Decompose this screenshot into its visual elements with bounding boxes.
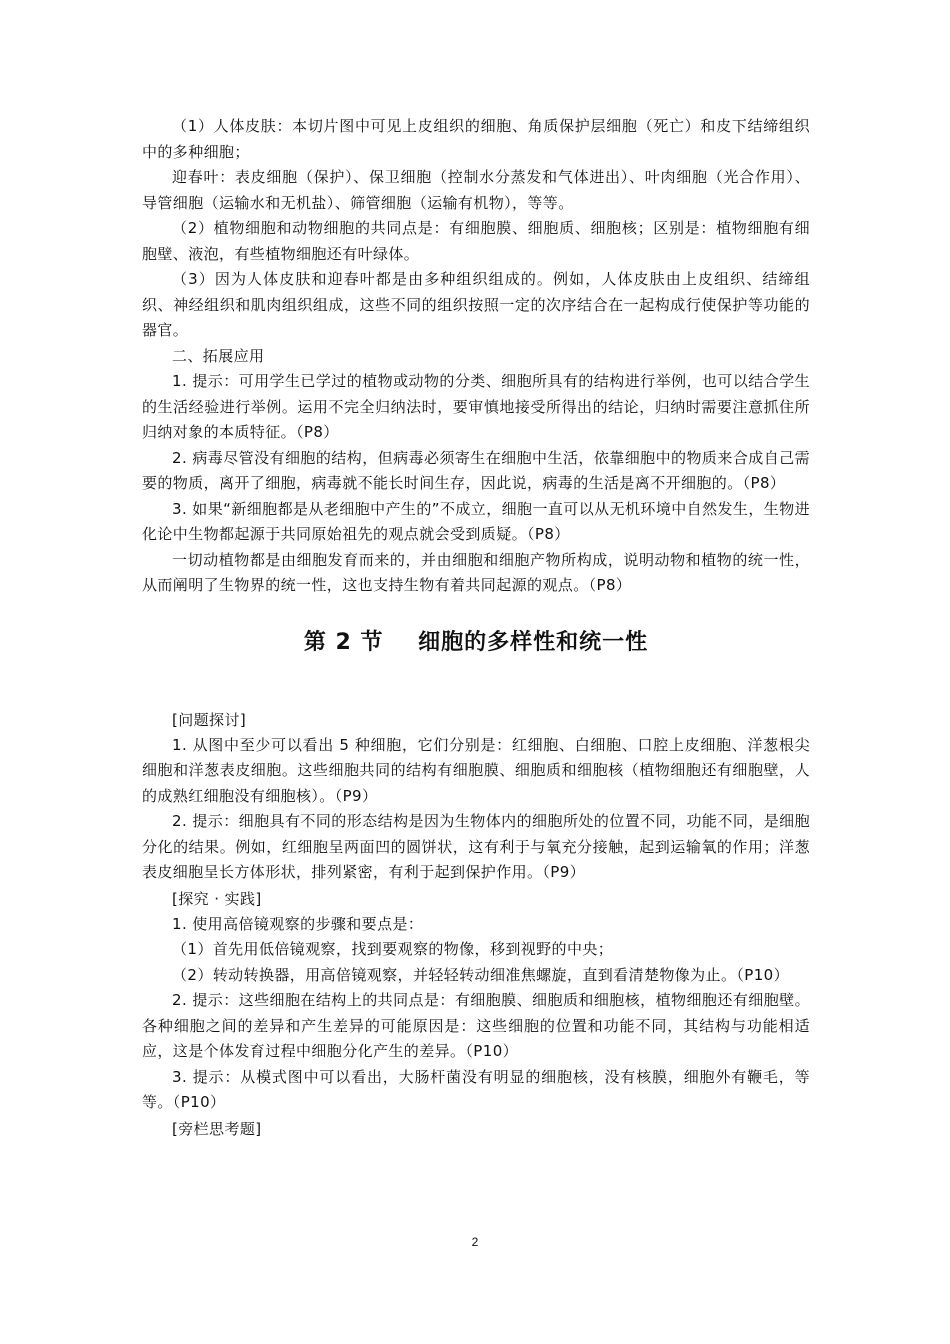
paragraph: 2. 提示：细胞具有不同的形态结构是因为生物体内的细胞所处的位置不同，功能不同，是细胞分化的结果。例如，红细胞呈两面凹的圆饼状，这有利于与氧充分接触，起到运输氧的作用；洋葱表皮细胞呈长方体形状，排列紧密，有利于起到保护作用。（P9）: [142, 812, 810, 881]
paragraph: （2）转动转换器，用高倍镜观察，并轻轻转动细准焦螺旋，直到看清楚物像为止。（P10）: [172, 965, 789, 984]
paragraph: （2）植物细胞和动物细胞的共同点是：有细胞膜、细胞质、细胞核；区别是：植物细胞有细胞壁、液泡，有些植物细胞还有叶绿体。: [142, 219, 810, 263]
section-title: 第 2 节 细胞的多样性和统一性: [303, 629, 649, 655]
paragraph: 3. 提示：从模式图中可以看出，大肠杆菌没有明显的细胞核，没有核膜，细胞外有鞭毛，等等。（P10）: [142, 1067, 810, 1111]
sidebar-question-block: [142, 1116, 810, 1142]
paragraph: （3）因为人体皮肤和迎春叶都是由多种组织组成的。例如，人体皮肤由上皮组织、结缔组织、神经组织和肌肉组织组成，这些不同的组织按照一定的次序结合在一起构成行使保护等功能的器官。: [142, 270, 810, 339]
discussion-block: [142, 707, 810, 886]
paragraph: 1. 从图中至少可以看出 5 种细胞，它们分别是：红细胞、白细胞、口腔上皮细胞、洋葱根尖细胞和洋葱表皮细胞。这些细胞共同的结构有细胞膜、细胞质和细胞核（植物细胞还有细胞壁，人的成熟红细胞没有细胞核）。（P9）: [142, 735, 810, 805]
paragraph: 一切动植物都是由细胞发育而来的，并由细胞和细胞产物所构成，说明动物和植物的统一性，从而阐明了生物界的统一性，这也支持生物有着共同起源的观点。（P8）: [142, 550, 810, 594]
paragraph: 2. 提示：这些细胞在结构上的共同点是：有细胞膜、细胞质和细胞核，植物细胞还有细胞壁。各种细胞之间的差异和产生差异的可能原因是：这些细胞的位置和功能不同，其结构与功能相适应，这是个体发育过程中细胞分化产生的差异。（P10）: [142, 991, 810, 1060]
practice-label: [探究 · 实践]: [172, 889, 262, 908]
paragraph: 迎春叶：表皮细胞（保护）、保卫细胞（控制水分蒸发和气体进出）、叶肉细胞（光合作用）、导管细胞（运输水和无机盐）、筛管细胞（运输有机物），等等。: [142, 168, 810, 212]
sidebar-question-label: [旁栏思考题]: [172, 1119, 262, 1138]
practice-block: [142, 886, 810, 1116]
paragraph: 1. 使用高倍镜观察的步骤和要点是：: [172, 914, 424, 933]
paragraph: 3. 如果“新细胞都是从老细胞中产生的”不成立，细胞一直可以从无机环境中自然发生，生物进化论中生物都起源于共同原始祖先的观点就会受到质疑。（P8）: [142, 499, 810, 543]
page-number: 2: [471, 1235, 479, 1249]
discussion-label: [问题探讨]: [172, 710, 247, 729]
answers-section: [142, 114, 810, 599]
subheading: 二、拓展应用: [172, 346, 265, 365]
paragraph: 2. 病毒尽管没有细胞的结构，但病毒必须寄生在细胞中生活，依靠细胞中的物质来合成自己需要的物质，离开了细胞，病毒就不能长时间生存，因此说，病毒的生活是离不开细胞的。（P8）: [142, 448, 810, 492]
page-content: [142, 114, 810, 1142]
paragraph: 1. 提示：可用学生已学过的植物或动物的分类、细胞所具有的结构进行举例，也可以结合学生的生活经验进行举例。运用不完全归纳法时，要审慎地接受所得出的结论，归纳时需要注意抓住所归纳对象的本质特征。（P8）: [142, 372, 810, 441]
paragraph: （1）首先用低倍镜观察，找到要观察的物像，移到视野的中央；: [172, 940, 614, 958]
paragraph: （1）人体皮肤：本切片图中可见上皮组织的细胞、角质保护层细胞（死亡）和皮下结缔组织中的多种细胞；: [142, 117, 810, 161]
